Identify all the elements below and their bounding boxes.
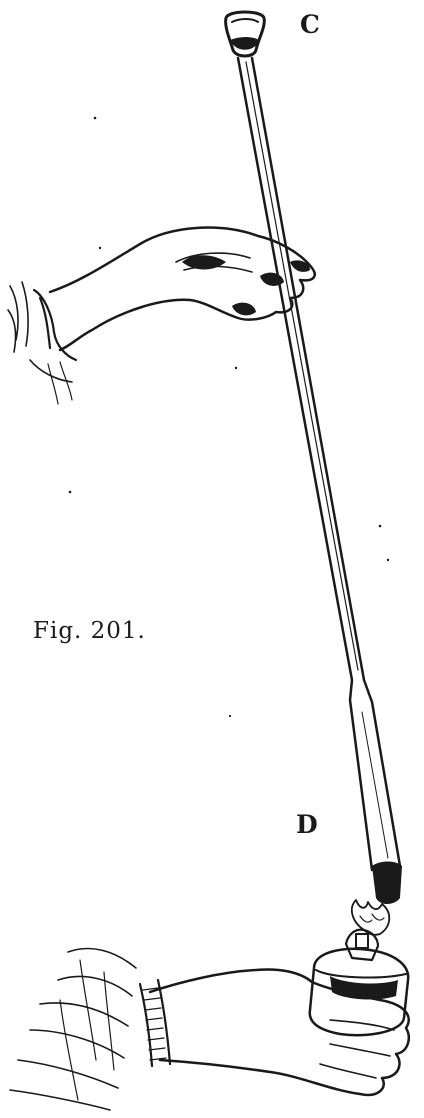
tube-bottom-tip — [372, 862, 402, 905]
upper-hand — [8, 228, 315, 404]
label-d: D — [296, 810, 318, 839]
label-c: C — [300, 10, 320, 39]
glass-tube — [226, 12, 402, 904]
tube-left-wall — [238, 58, 372, 870]
lower-hand — [10, 949, 409, 1110]
spirit-lamp — [310, 900, 408, 1035]
tube-right-wall — [252, 58, 400, 866]
figure-caption: Fig. 201. — [33, 618, 146, 644]
